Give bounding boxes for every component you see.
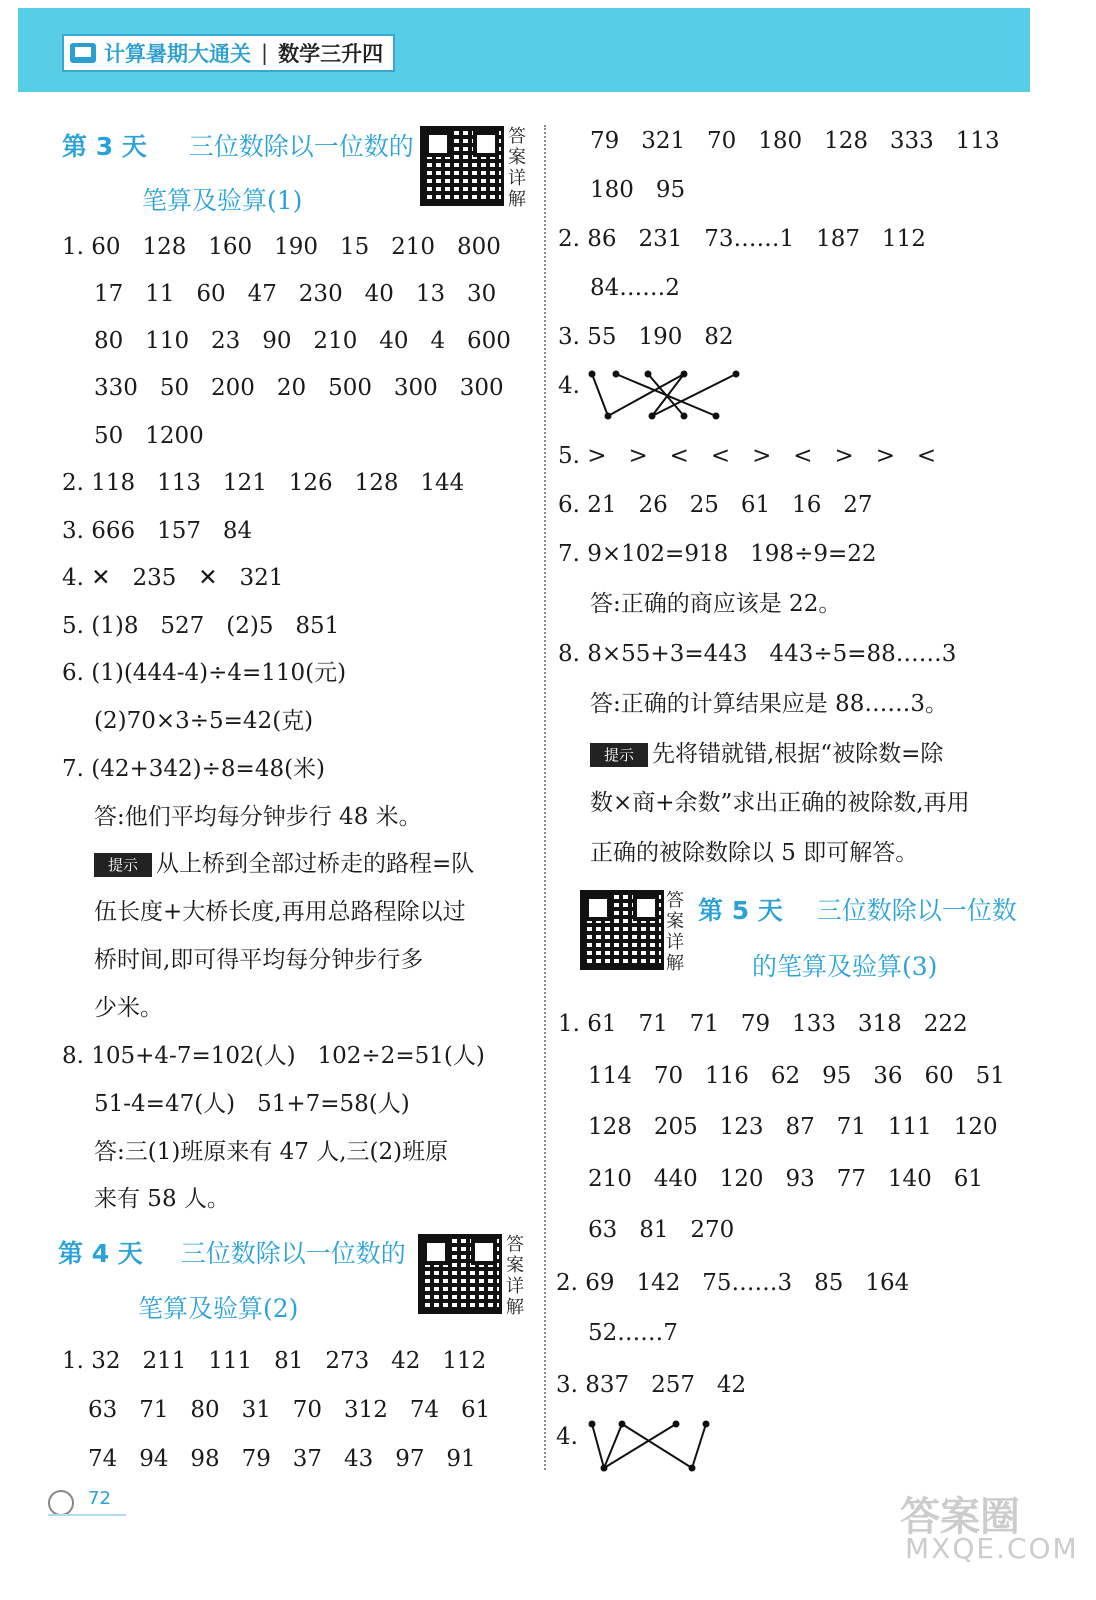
qr-label-day4: 答案详解 [506,1234,524,1318]
day4-title-line2: 笔算及验算(2) [138,1294,299,1323]
answer-line: 1. 60 128 160 190 15 210 800 [62,234,501,260]
tip-icon: 提示 [94,853,152,877]
answer-line: 来有 58 人。 [94,1186,230,1212]
answer-line: 8. 105+4-7=102(人) 102÷2=51(人) [62,1043,485,1069]
answer-line: 7. 9×102=918 198÷9=22 [558,541,877,567]
tip-line: 提示 从上桥到全部过桥走的路程=队 [94,849,474,879]
answer-line: (2)70×3÷5=42(克) [94,708,314,734]
answer-line: 51-4=47(人) 51+7=58(人) [94,1091,410,1117]
answer-line: 63 81 270 [588,1217,735,1243]
book-icon [70,43,96,63]
answer-line: 3. 666 157 84 [62,518,253,544]
watermark-url: MXQE.COM [905,1532,1079,1565]
answer-line: 5. (1)8 527 (2)5 851 [62,613,340,639]
qr-label-day5: 答案详解 [666,890,684,974]
answer-line: 80 110 23 90 210 40 4 600 [94,328,511,354]
answer-line: 答:正确的计算结果应是 88……3。 [590,691,948,717]
answer-line: 6. 21 26 25 61 16 27 [558,492,873,518]
answer-line: 5. > > < < > < > > < [558,443,937,469]
qr-label-day3: 答案详解 [508,126,526,210]
answer-line: 17 11 60 47 230 40 13 30 [94,281,497,307]
answer-line: 2. 69 142 75……3 85 164 [556,1270,910,1296]
answer-line: 6. (1)(444-4)÷4=110(元) [62,660,347,686]
series-tag [62,34,395,72]
answer-line: 114 70 116 62 95 36 60 51 [588,1063,1005,1089]
tip-icon: 提示 [590,743,648,767]
day5-title-line1: 三位数除以一位数 [816,896,1017,925]
day3-title-line2: 笔算及验算(1) [142,186,303,215]
tip-line: 正确的被除数除以 5 即可解答。 [590,840,919,866]
answer-line: 4. ✕ 235 ✕ 321 [62,565,284,591]
day5-label: 第 5 天 [698,896,783,925]
page-number: 72 [88,1488,111,1509]
sun-icon [48,1490,74,1516]
answer-line: 79 321 70 180 128 333 113 [590,128,1000,154]
answer-line: 128 205 123 87 71 111 120 [588,1114,998,1140]
matching-lines-figure [588,1420,712,1474]
answer-line: 2. 86 231 73……1 187 112 [558,226,926,252]
title-separator: | [261,41,269,65]
page-underline [48,1514,126,1516]
column-divider [544,125,546,1470]
subject-title: 数学三升四 [278,42,384,66]
answer-line: 2. 118 113 121 126 128 144 [62,470,465,496]
qr-code-day4[interactable] [418,1234,502,1314]
qr-code-day5[interactable] [580,890,664,970]
qr-code-day3[interactable] [420,126,504,206]
answer-line: 50 1200 [94,423,204,449]
answer-line: 180 95 [590,177,686,203]
answer-line: 7. (42+342)÷8=48(米) [62,756,326,782]
matching-lines-figure [588,370,740,422]
answer-line: 74 94 98 79 37 43 97 91 [88,1446,476,1472]
watermark-logo: 答案圈 [900,1494,1020,1540]
day4-title-line1: 三位数除以一位数的 [180,1239,406,1268]
tip-line: 桥时间,即可得平均每分钟步行多 [94,947,424,973]
answer-line: 答:他们平均每分钟步行 48 米。 [94,804,422,830]
tip-line: 提示 先将错就错,根据“被除数=除 [590,739,943,769]
tip-line: 少米。 [94,995,163,1021]
day3-title-line1: 三位数除以一位数的 [188,132,414,161]
day3-title [62,132,414,162]
day4-label: 第 4 天 [58,1239,143,1268]
answer-line: 330 50 200 20 500 300 300 [94,375,504,401]
answer-line: 3. 837 257 42 [556,1372,747,1398]
day4-title [58,1239,406,1269]
tip-line: 数×商+余数”求出正确的被除数,再用 [590,790,970,816]
answer-line: 1. 32 211 111 81 273 42 112 [62,1348,487,1374]
answer-line: 4. [558,373,580,399]
answer-line: 1. 61 71 71 79 133 318 222 [558,1011,968,1037]
answer-line: 3. 55 190 82 [558,324,734,350]
answer-line: 答:三(1)班原来有 47 人,三(2)班原 [94,1139,449,1165]
answer-line: 4. [556,1424,578,1450]
page-header [18,8,1030,92]
answer-line: 52……7 [588,1320,678,1346]
tip-line: 伍长度+大桥长度,再用总路程除以过 [94,899,466,925]
day5-title-line2: 的笔算及验算(3) [752,952,938,981]
answer-line: 63 71 80 31 70 312 74 61 [88,1397,491,1423]
answer-line: 84……2 [590,275,680,301]
answer-line: 答:正确的商应该是 22。 [590,591,842,617]
answer-line: 210 440 120 93 77 140 61 [588,1166,983,1192]
day3-label: 第 3 天 [62,132,147,161]
series-title: 计算暑期大通关 [104,42,251,66]
day5-title [698,896,1017,926]
answer-line: 8. 8×55+3=443 443÷5=88……3 [558,641,957,667]
